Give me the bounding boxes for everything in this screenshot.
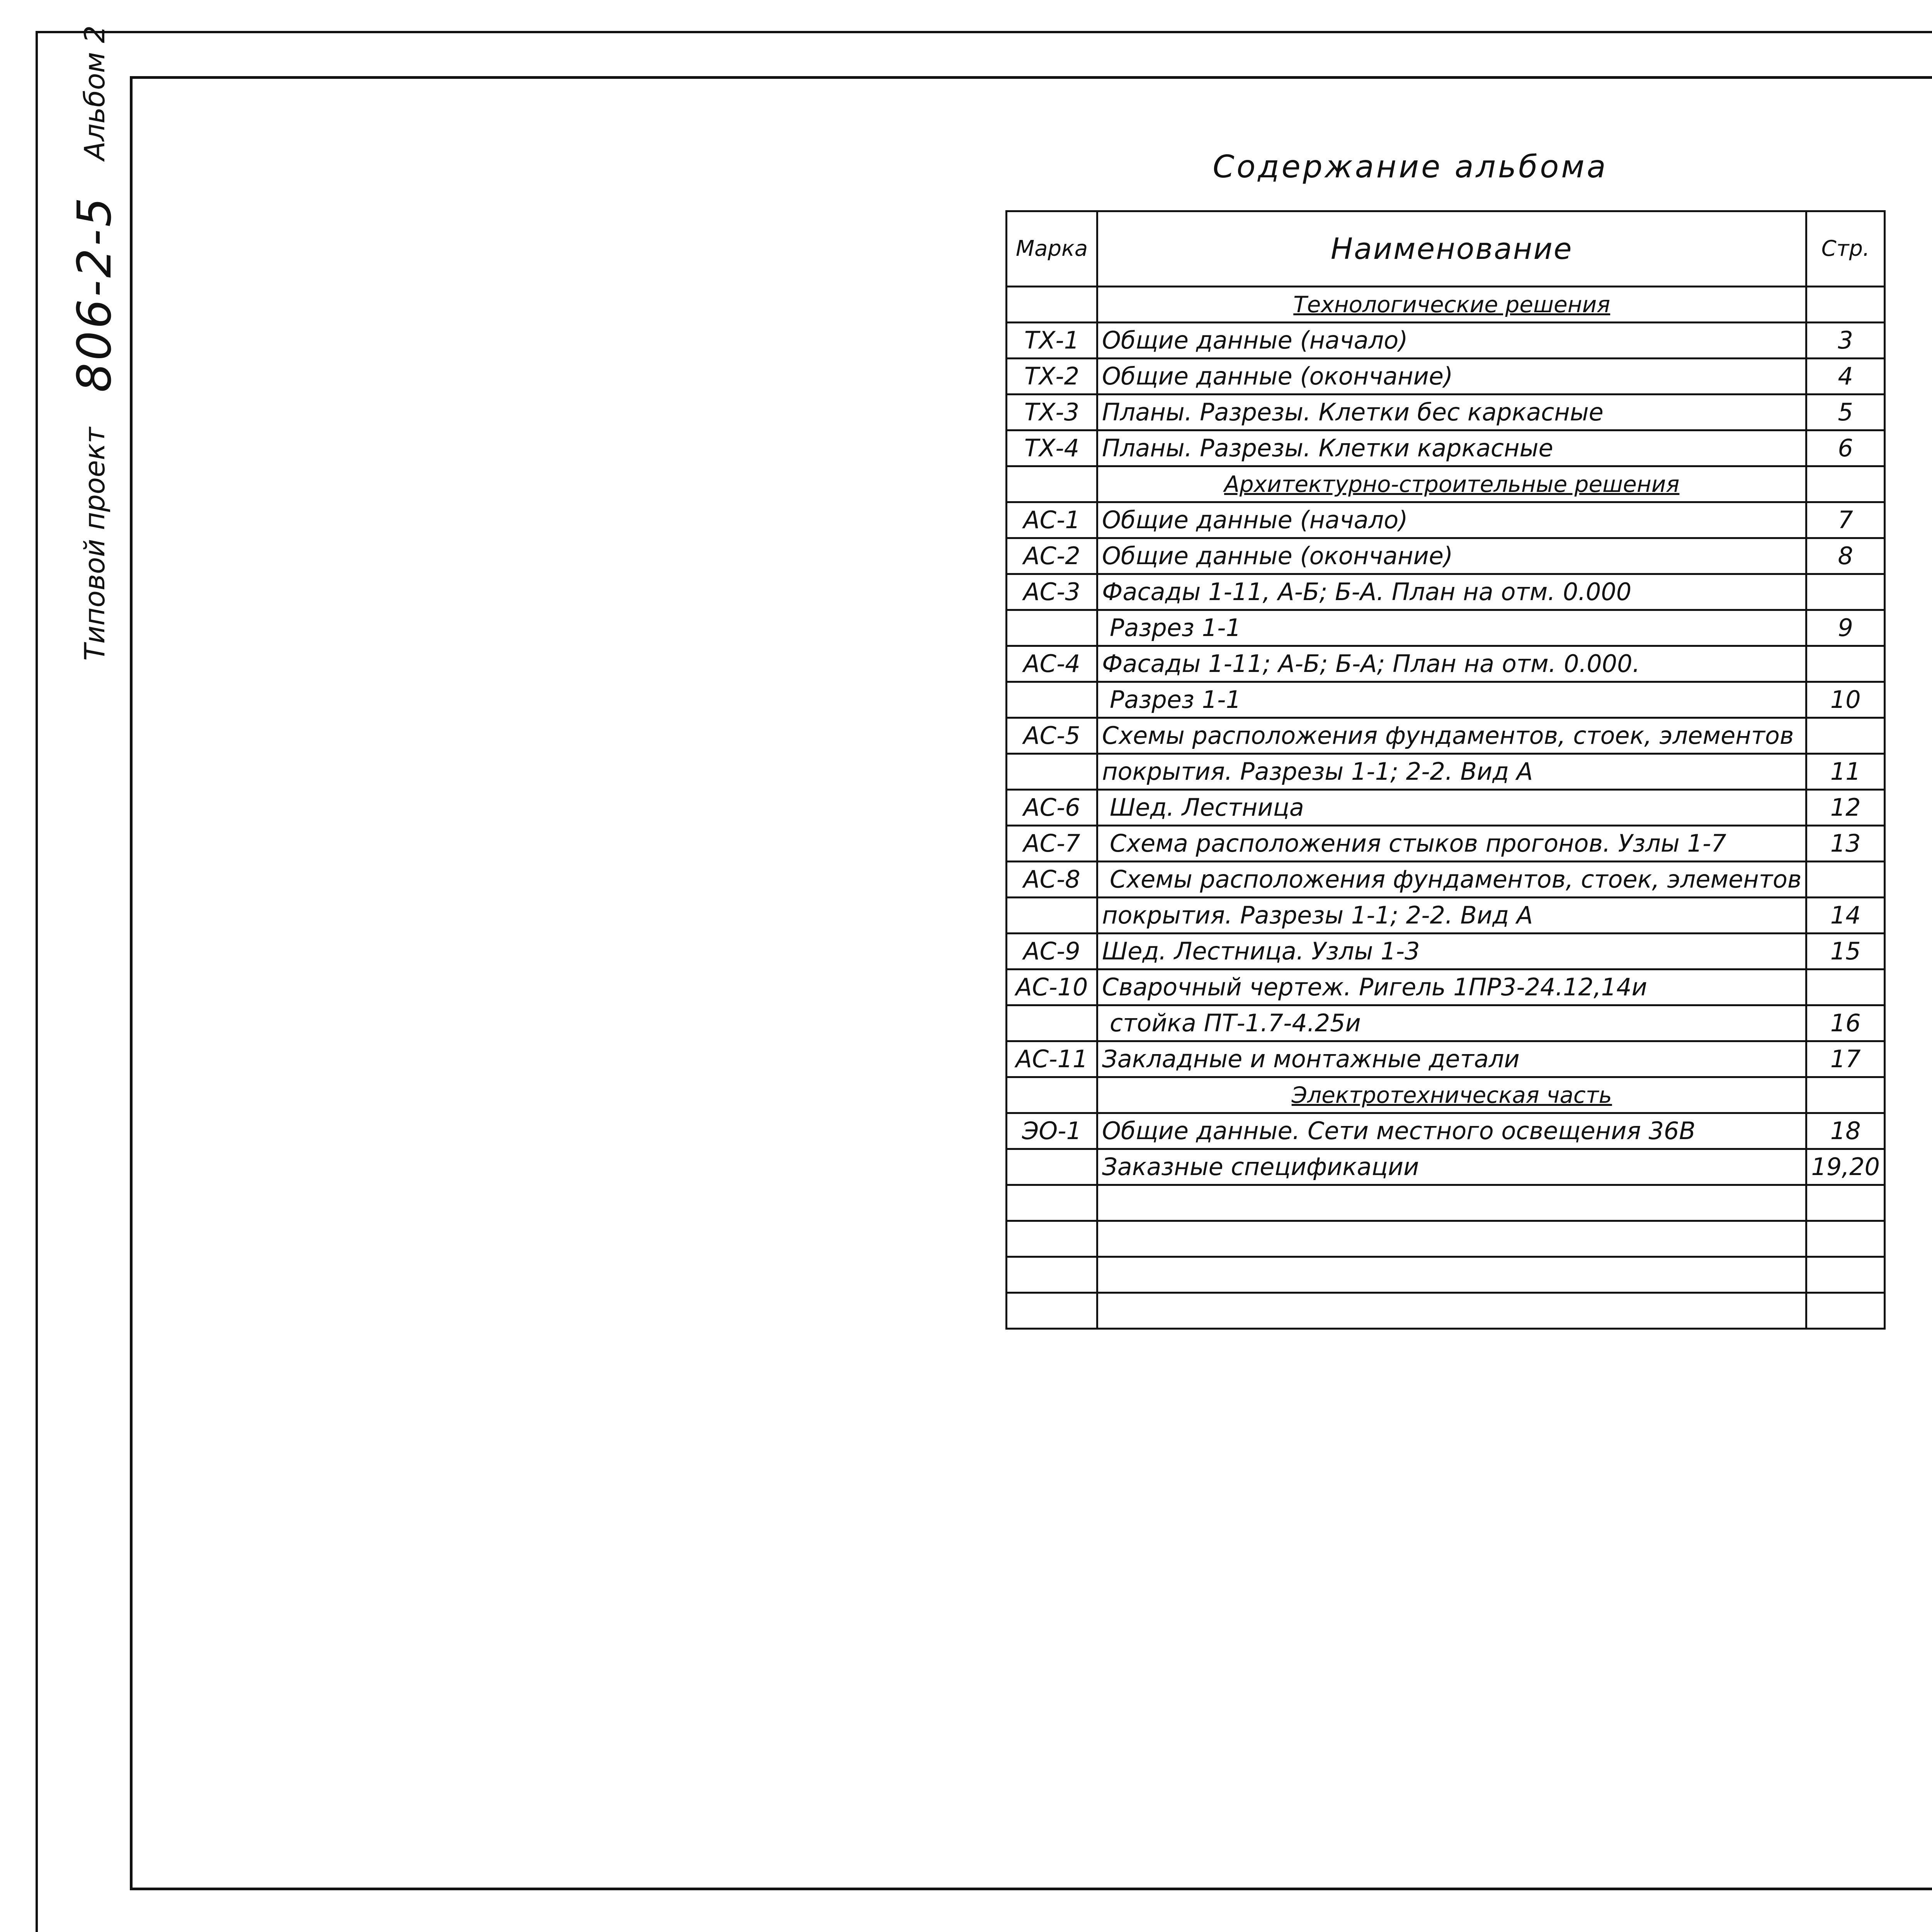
cell-page: 6 xyxy=(1806,430,1885,466)
cell-page: 7 xyxy=(1806,502,1885,538)
side-title-project: Типовой проект xyxy=(78,427,111,661)
table-row xyxy=(1007,1077,1885,1113)
cell-name: стойка ПТ-1.7-4.25и xyxy=(1097,1005,1806,1041)
cell-name: Схемы расположения фундаментов, стоек, элементов xyxy=(1097,718,1806,754)
cell-name: Общие данные (начало) xyxy=(1097,502,1806,538)
cell-name: Технологические решения xyxy=(1097,287,1806,323)
table-row xyxy=(1007,754,1885,790)
cell-page: 16 xyxy=(1806,1005,1885,1041)
cell-mark xyxy=(1007,1257,1097,1293)
cell-page xyxy=(1806,1185,1885,1221)
cell-page: 14 xyxy=(1806,898,1885,934)
header-name: Наименование xyxy=(1097,211,1806,287)
cell-mark xyxy=(1007,898,1097,934)
cell-mark xyxy=(1007,754,1097,790)
cell-page xyxy=(1806,287,1885,323)
cell-name: Разрез 1-1 xyxy=(1097,610,1806,646)
cell-mark: ТХ-3 xyxy=(1007,395,1097,430)
cell-page: 9 xyxy=(1806,610,1885,646)
document-title: Содержание альбома xyxy=(1213,149,1608,185)
cell-name: Планы. Разрезы. Клетки каркасные xyxy=(1097,430,1806,466)
cell-mark: АС-1 xyxy=(1007,502,1097,538)
cell-page: 10 xyxy=(1806,682,1885,718)
cell-mark: АС-11 xyxy=(1007,1041,1097,1077)
table-row xyxy=(1007,790,1885,826)
cell-mark: АС-2 xyxy=(1007,538,1097,574)
table-row xyxy=(1007,1221,1885,1257)
cell-page xyxy=(1806,969,1885,1005)
cell-page: 17 xyxy=(1806,1041,1885,1077)
cell-page: 15 xyxy=(1806,934,1885,969)
cell-name: Схема расположения стыков прогонов. Узлы 1-7 xyxy=(1097,826,1806,862)
cell-name: Шед. Лестница. Узлы 1-3 xyxy=(1097,934,1806,969)
table-row xyxy=(1007,287,1885,323)
cell-mark: ЭО-1 xyxy=(1007,1113,1097,1149)
cell-page xyxy=(1806,1257,1885,1293)
cell-page: 18 xyxy=(1806,1113,1885,1149)
cell-mark: ТХ-4 xyxy=(1007,430,1097,466)
cell-mark xyxy=(1007,466,1097,502)
cell-name: Закладные и монтажные детали xyxy=(1097,1041,1806,1077)
cell-page: 8 xyxy=(1806,538,1885,574)
table-row xyxy=(1007,862,1885,898)
table-row xyxy=(1007,323,1885,359)
cell-mark: АС-4 xyxy=(1007,646,1097,682)
cell-mark xyxy=(1007,287,1097,323)
cell-page xyxy=(1806,646,1885,682)
cell-page: 13 xyxy=(1806,826,1885,862)
cell-name: Заказные спецификации xyxy=(1097,1149,1806,1185)
cell-name xyxy=(1097,1257,1806,1293)
cell-mark xyxy=(1007,1221,1097,1257)
cell-name xyxy=(1097,1185,1806,1221)
cell-mark xyxy=(1007,682,1097,718)
cell-name: Фасады 1-11; А-Б; Б-А; План на отм. 0.000. xyxy=(1097,646,1806,682)
cell-name: покрытия. Разрезы 1-1; 2-2. Вид А xyxy=(1097,754,1806,790)
table-header-row xyxy=(1007,211,1885,287)
cell-mark xyxy=(1007,1185,1097,1221)
cell-page: 5 xyxy=(1806,395,1885,430)
table-row xyxy=(1007,430,1885,466)
cell-mark: АС-5 xyxy=(1007,718,1097,754)
cell-page: 11 xyxy=(1806,754,1885,790)
cell-name: Схемы расположения фундаментов, стоек, элементов xyxy=(1097,862,1806,898)
side-title xyxy=(68,25,122,661)
cell-mark xyxy=(1007,1293,1097,1329)
table-row xyxy=(1007,898,1885,934)
table-row xyxy=(1007,1185,1885,1221)
cell-mark: ТХ-1 xyxy=(1007,323,1097,359)
cell-name: Шед. Лестница xyxy=(1097,790,1806,826)
table-row xyxy=(1007,1293,1885,1329)
cell-page xyxy=(1806,1221,1885,1257)
cell-mark xyxy=(1007,1005,1097,1041)
cell-mark: АС-3 xyxy=(1007,574,1097,610)
table-row xyxy=(1007,574,1885,610)
cell-mark: АС-7 xyxy=(1007,826,1097,862)
cell-mark: АС-6 xyxy=(1007,790,1097,826)
table-row xyxy=(1007,682,1885,718)
cell-page: 3 xyxy=(1806,323,1885,359)
table-row xyxy=(1007,1257,1885,1293)
table-row xyxy=(1007,826,1885,862)
cell-page xyxy=(1806,574,1885,610)
cell-name: Разрез 1-1 xyxy=(1097,682,1806,718)
cell-page xyxy=(1806,862,1885,898)
cell-name: Общие данные. Сети местного освещения 36В xyxy=(1097,1113,1806,1149)
cell-page xyxy=(1806,1293,1885,1329)
table-row xyxy=(1007,538,1885,574)
cell-page xyxy=(1806,466,1885,502)
cell-page: 4 xyxy=(1806,359,1885,395)
header-page: Стр. xyxy=(1806,211,1885,287)
cell-mark: ТХ-2 xyxy=(1007,359,1097,395)
cell-name: покрытия. Разрезы 1-1; 2-2. Вид А xyxy=(1097,898,1806,934)
table-row xyxy=(1007,718,1885,754)
side-title-album: Альбом 2 xyxy=(78,25,111,161)
table-row xyxy=(1007,1149,1885,1185)
table-row xyxy=(1007,934,1885,969)
cell-mark: АС-10 xyxy=(1007,969,1097,1005)
cell-mark: АС-9 xyxy=(1007,934,1097,969)
cell-name: Общие данные (окончание) xyxy=(1097,359,1806,395)
cell-mark xyxy=(1007,610,1097,646)
cell-name: Общие данные (начало) xyxy=(1097,323,1806,359)
table-row xyxy=(1007,646,1885,682)
table-row xyxy=(1007,1005,1885,1041)
cell-mark: АС-8 xyxy=(1007,862,1097,898)
cell-name xyxy=(1097,1293,1806,1329)
table-row xyxy=(1007,359,1885,395)
table-row xyxy=(1007,1041,1885,1077)
cell-mark xyxy=(1007,1077,1097,1113)
header-mark: Марка xyxy=(1007,211,1097,287)
cell-name: Архитектурно-строительные решения xyxy=(1097,466,1806,502)
cell-name: Планы. Разрезы. Клетки бес каркасные xyxy=(1097,395,1806,430)
cell-page: 12 xyxy=(1806,790,1885,826)
cell-name: Фасады 1-11, А-Б; Б-А. План на отм. 0.000 xyxy=(1097,574,1806,610)
cell-name: Электротехническая часть xyxy=(1097,1077,1806,1113)
cell-name: Сварочный чертеж. Ригель 1ПР3-24.12,14и xyxy=(1097,969,1806,1005)
cell-page xyxy=(1806,718,1885,754)
side-title-code: 806-2-5 xyxy=(68,195,122,393)
cell-mark xyxy=(1007,1149,1097,1185)
table-row xyxy=(1007,502,1885,538)
cell-name: Общие данные (окончание) xyxy=(1097,538,1806,574)
table-row xyxy=(1007,610,1885,646)
cell-name xyxy=(1097,1221,1806,1257)
table-row xyxy=(1007,466,1885,502)
cell-page xyxy=(1806,1077,1885,1113)
table-row xyxy=(1007,1113,1885,1149)
table-body xyxy=(1007,287,1885,1329)
contents-table xyxy=(1005,210,1886,1330)
table-row xyxy=(1007,395,1885,430)
cell-page: 19,20 xyxy=(1806,1149,1885,1185)
table-row xyxy=(1007,969,1885,1005)
